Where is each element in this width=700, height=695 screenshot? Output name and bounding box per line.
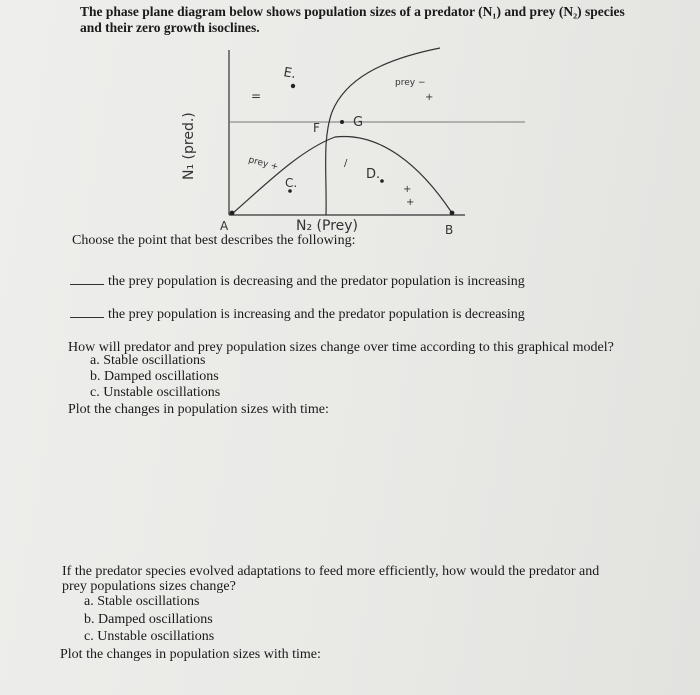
- point-d-dot: [380, 179, 384, 183]
- intro-line-2: and their zero growth isoclines.: [80, 20, 260, 35]
- x-axis-label: N₂ (Prey): [296, 218, 359, 234]
- point-g-dot: [340, 120, 344, 124]
- question-2-option-b: b. Damped oscillations: [90, 369, 219, 384]
- point-label-f: F: [313, 121, 320, 135]
- prey-plus-note-left: prey +: [247, 155, 280, 173]
- equals-mark: =: [251, 89, 262, 103]
- point-label-g: G: [353, 115, 364, 130]
- question-3-option-b: b. Damped oscillations: [84, 612, 213, 627]
- choose-point-instruction: Choose the point that best describes the following:: [72, 233, 356, 248]
- intro-line-1: The phase plane diagram below shows population sizes of a predator (N₁) and prey (N₂) species: [80, 4, 625, 19]
- point-b-dot: [450, 211, 455, 216]
- point-label-a: A: [220, 219, 229, 233]
- question-text-2: the prey population is increasing and the predator population is decreasing: [108, 307, 525, 322]
- point-label-e: E.: [282, 65, 298, 83]
- question-text-1: the prey population is decreasing and the predator population is increasing: [108, 274, 525, 289]
- plus-mark-top: +: [425, 92, 434, 103]
- question-3-option-a: a. Stable oscillations: [84, 594, 200, 609]
- y-axis-label: N₁ (pred.): [181, 112, 197, 180]
- question-3-prompt-line-1: If the predator species evolved adaptations to feed more efficiently, how would the predator and: [62, 564, 600, 579]
- point-e-dot: [291, 84, 295, 88]
- point-label-d: D.: [366, 167, 381, 182]
- question-row-1: [70, 272, 525, 290]
- prey-isocline: [233, 136, 452, 213]
- question-3-prompt-line-2: prey populations sizes change?: [62, 579, 236, 594]
- question-3-plot-instruction: Plot the changes in population sizes with time:: [60, 647, 321, 662]
- prey-minus-note: prey −: [395, 78, 426, 88]
- point-label-c: C.: [285, 176, 298, 190]
- point-a-dot: [230, 211, 235, 216]
- question-2-plot-instruction: Plot the changes in population sizes with time:: [68, 402, 329, 417]
- tick-mark-center: /: [344, 158, 348, 169]
- question-3-option-c: c. Unstable oscillations: [84, 629, 215, 644]
- predator-isocline-curve: [326, 48, 440, 215]
- phase-plane-diagram: [0, 0, 700, 240]
- question-row-2: [70, 305, 525, 323]
- question-2-option-a: a. Stable oscillations: [90, 353, 206, 368]
- plus-mark-d-1: +: [403, 184, 412, 195]
- plus-mark-d-2: +: [406, 197, 415, 208]
- answer-blank-1[interactable]: [70, 272, 104, 285]
- answer-blank-2[interactable]: [70, 305, 104, 318]
- question-2-option-c: c. Unstable oscillations: [90, 385, 221, 400]
- point-label-b: B: [445, 223, 454, 237]
- question-2-prompt: How will predator and prey population sizes change over time according to this graphical model?: [68, 340, 614, 355]
